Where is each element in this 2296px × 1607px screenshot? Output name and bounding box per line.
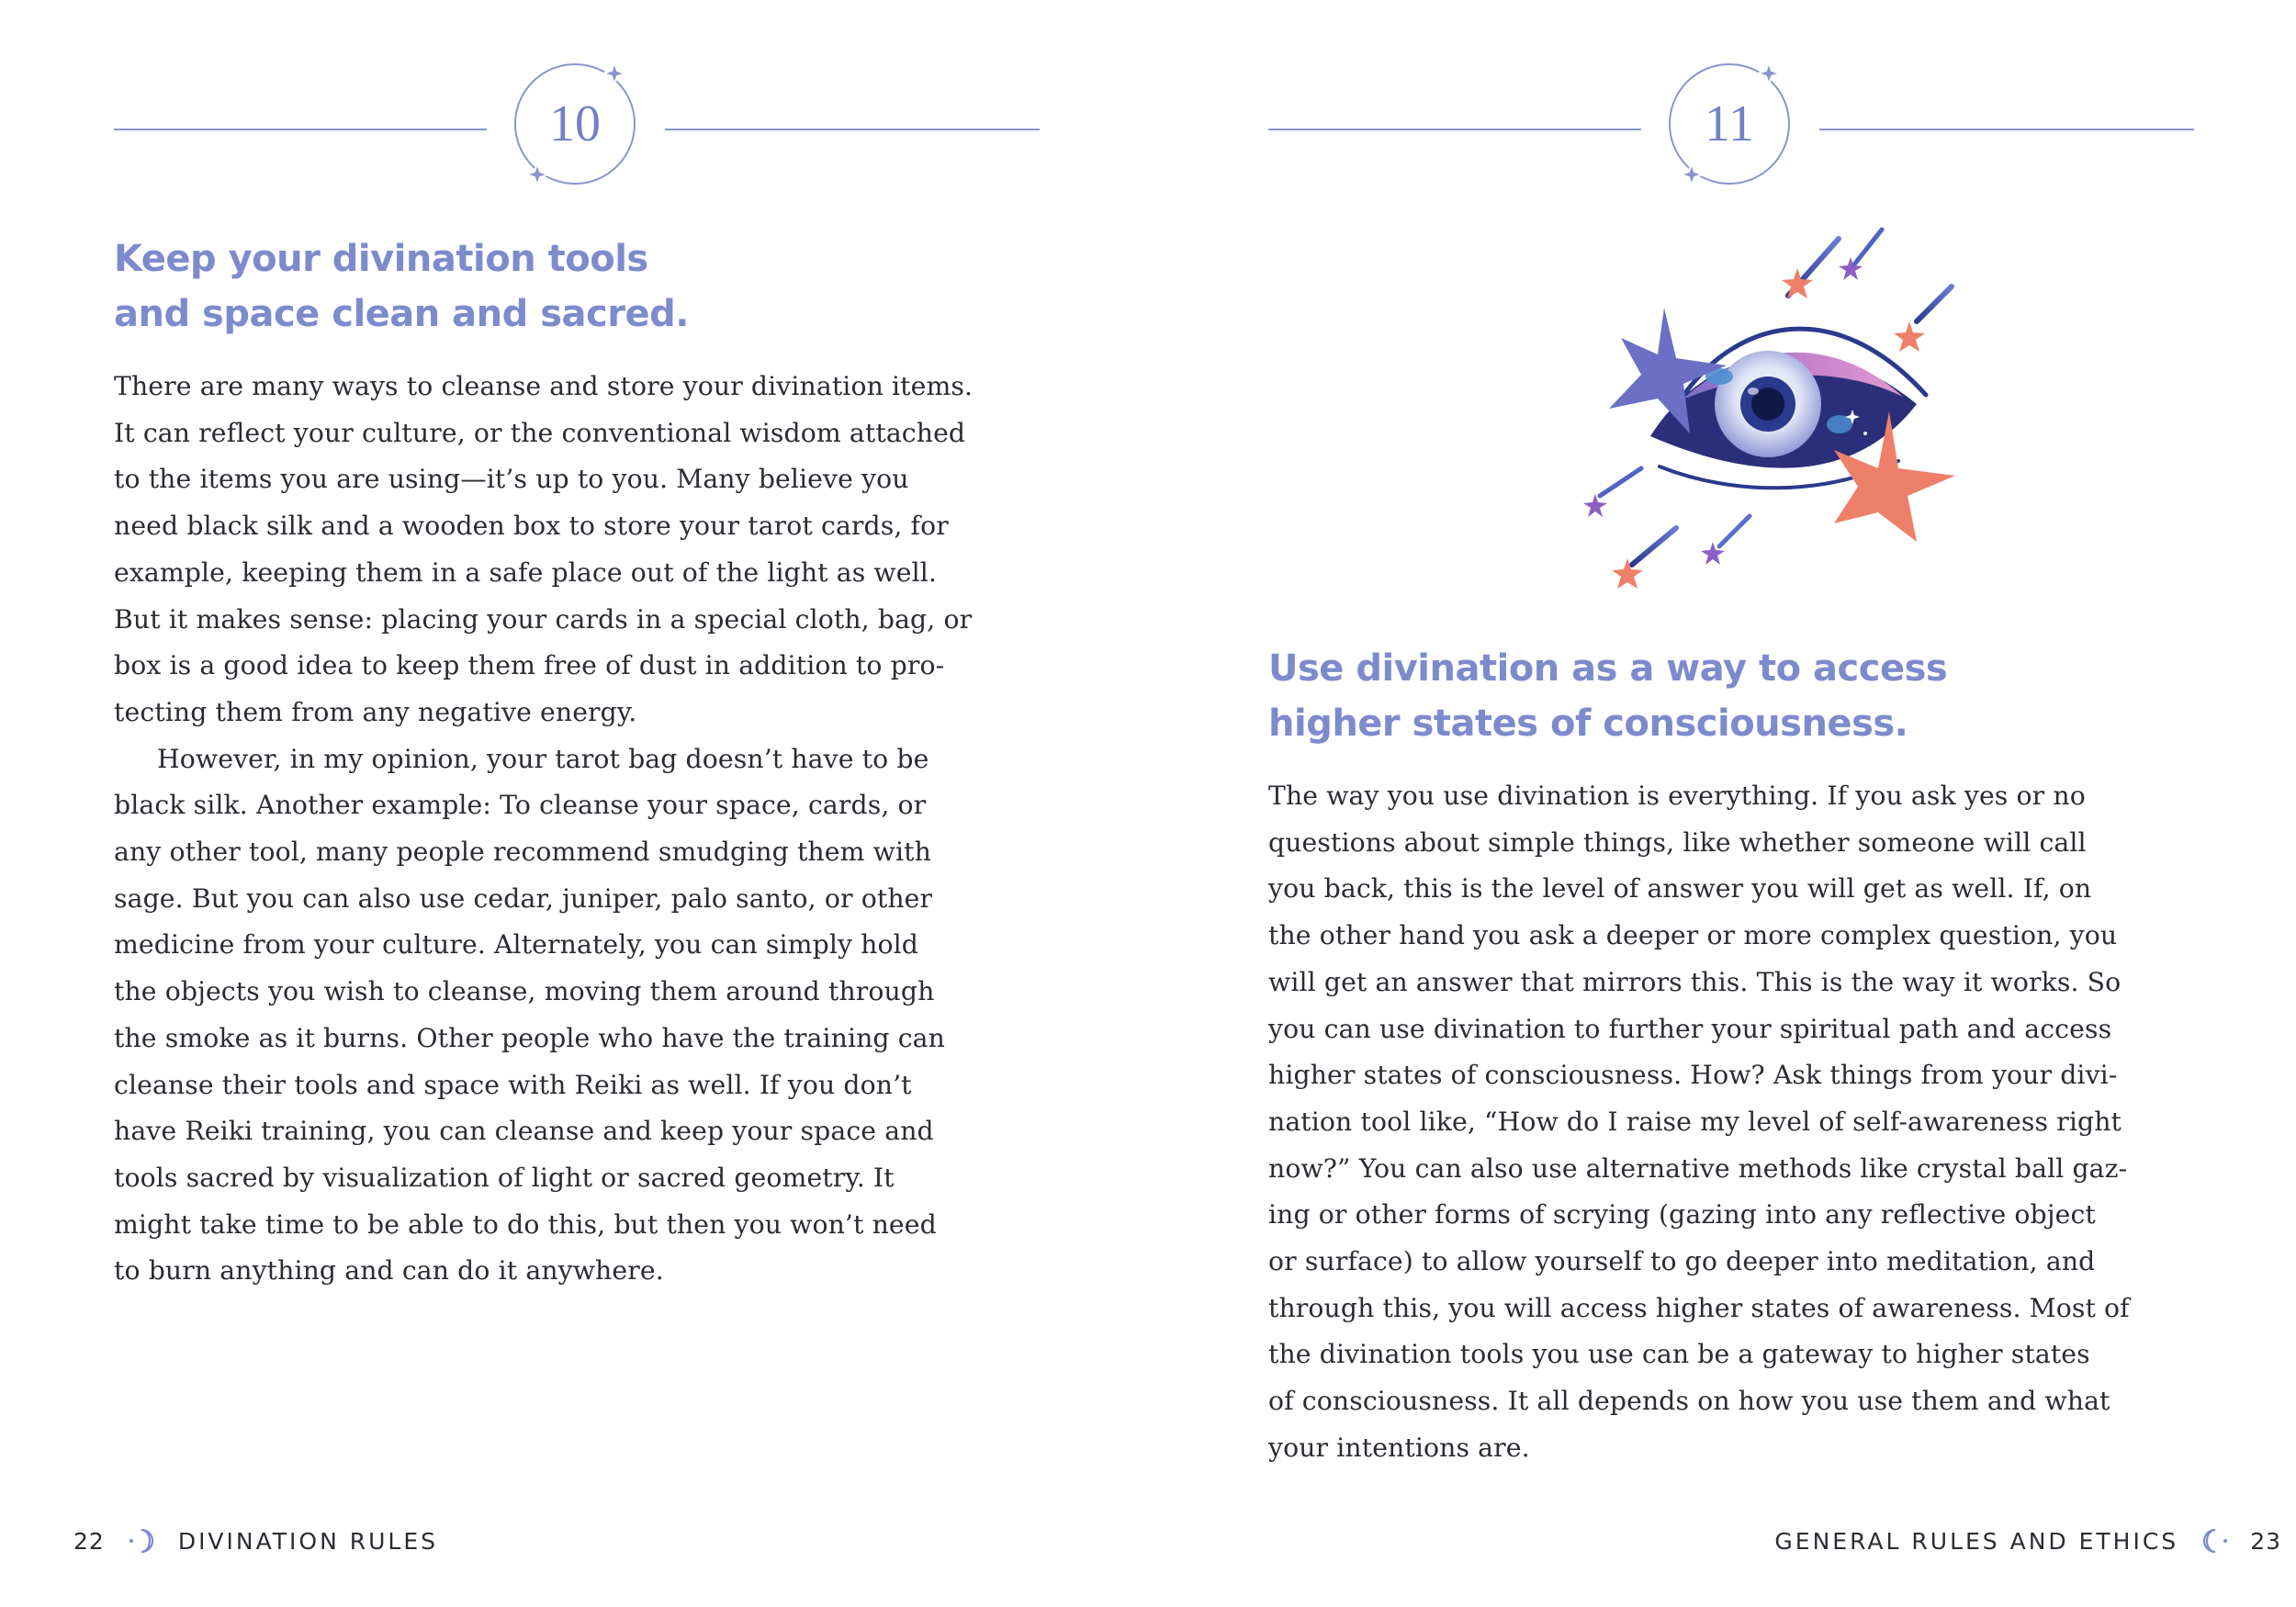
text-line: ing or other forms of scrying (gazing into any reflective object	[1268, 1199, 2096, 1231]
text-line: higher states of consciousness. How? Ask things from your divi-	[1268, 1060, 2118, 1091]
text-line: might take time to be able to do this, but then you won’t need	[114, 1208, 937, 1240]
text-line: medicine from your culture. Alternately, you can simply hold	[114, 929, 918, 961]
text-line: black silk. Another example: To cleanse your space, cards, or	[114, 790, 927, 821]
text-line: any other tool, many people recommend smudging them with	[114, 837, 931, 868]
text-line: The way you use divination is everything. If you ask yes or no	[1268, 781, 2086, 811]
divider-line	[1819, 129, 2194, 130]
text-line: or surface) to allow yourself to go deeper into meditation, and	[1268, 1246, 2096, 1277]
text-line: the objects you wish to cleanse, moving them around through	[114, 976, 935, 1007]
right-page	[1148, 0, 2296, 1607]
text-line: to burn anything and can do it anywhere.	[114, 1255, 664, 1287]
rule-number-medallion	[1666, 61, 1804, 198]
eye-with-stars-icon	[1513, 220, 2009, 606]
illustration	[1513, 220, 2009, 606]
heading-line: higher states of consciousness.	[1268, 702, 1908, 745]
divider-line	[665, 129, 1040, 130]
text-line: your intentions are.	[1268, 1432, 1530, 1463]
text-line: cleanse their tools and space with Reiki as well. If you don’t	[114, 1069, 912, 1100]
text-line: have Reiki training, you can cleanse and keep your space and	[114, 1116, 934, 1147]
body-text	[1268, 773, 2196, 1472]
rule-number: 10	[549, 96, 601, 152]
body-text	[114, 364, 1041, 1295]
rule-header	[1268, 61, 2194, 198]
heading-line: Keep your divination tools	[114, 238, 648, 280]
text-line: tools sacred by visualization of light or sacred geometry. It	[114, 1162, 895, 1193]
page-footer	[1774, 1523, 2281, 1559]
text-line: you can use divination to further your spiritual path and access	[1268, 1013, 2112, 1044]
running-head: GENERAL RULES AND ETHICS	[1774, 1527, 2179, 1555]
text-line: through this, you will access higher states of awareness. Most of	[1268, 1292, 2130, 1323]
text-line: questions about simple things, like whether someone will call	[1268, 826, 2087, 858]
text-line: There are many ways to cleanse and store your divination items.	[114, 371, 974, 401]
heading-line: Use divination as a way to access	[1268, 647, 1948, 690]
section-heading	[1268, 641, 2141, 751]
text-line: It can reflect your culture, or the conventional wisdom attached	[114, 417, 966, 448]
section-heading	[114, 231, 986, 342]
text-line: the divination tools you use can be a gateway to higher states	[1268, 1339, 2090, 1370]
text-line: need black silk and a wooden box to store your tarot cards, for	[114, 511, 949, 542]
divider-line	[1268, 129, 1641, 130]
text-line: However, in my opinion, your tarot bag doesn’t have to be	[157, 743, 929, 774]
text-line: now?” You can also use alternative methods like crystal ball gaz-	[1268, 1152, 2128, 1184]
text-line: the other hand you ask a deeper or more complex question, you	[1268, 920, 2118, 951]
text-line: to the items you are using—it’s up to you. Many believe you	[114, 464, 909, 495]
text-line: example, keeping them in a safe place out of the light as well.	[114, 556, 937, 588]
text-line: tecting them from any negative energy.	[114, 696, 637, 727]
page-number: 23	[2250, 1527, 2281, 1555]
page-footer	[73, 1523, 438, 1559]
text-line: But it makes sense: placing your cards in a special cloth, bag, or	[114, 603, 973, 635]
text-line: will get an answer that mirrors this. This is the way it works. So	[1268, 966, 2122, 997]
text-line: of consciousness. It all depends on how you use them and what	[1268, 1386, 2110, 1417]
text-line: sage. But you can also use cedar, juniper, palo santo, or other	[114, 882, 933, 914]
rule-header	[114, 61, 1040, 198]
crescent-moon-icon	[127, 1525, 158, 1556]
crescent-moon-icon	[2199, 1525, 2230, 1556]
page-number: 22	[73, 1527, 105, 1555]
text-line: the smoke as it burns. Other people who have the training can	[114, 1022, 945, 1053]
running-head: DIVINATION RULES	[177, 1527, 439, 1555]
rule-number-medallion	[512, 61, 649, 198]
rule-number: 11	[1705, 96, 1754, 152]
text-line: nation tool like, “How do I raise my level of self-awareness right	[1268, 1106, 2122, 1137]
text-line: you back, this is the level of answer you will get as well. If, on	[1268, 873, 2092, 905]
text-line: box is a good idea to keep them free of dust in addition to pro-	[114, 650, 945, 681]
heading-line: and space clean and sacred.	[114, 293, 689, 335]
divider-line	[114, 129, 487, 130]
